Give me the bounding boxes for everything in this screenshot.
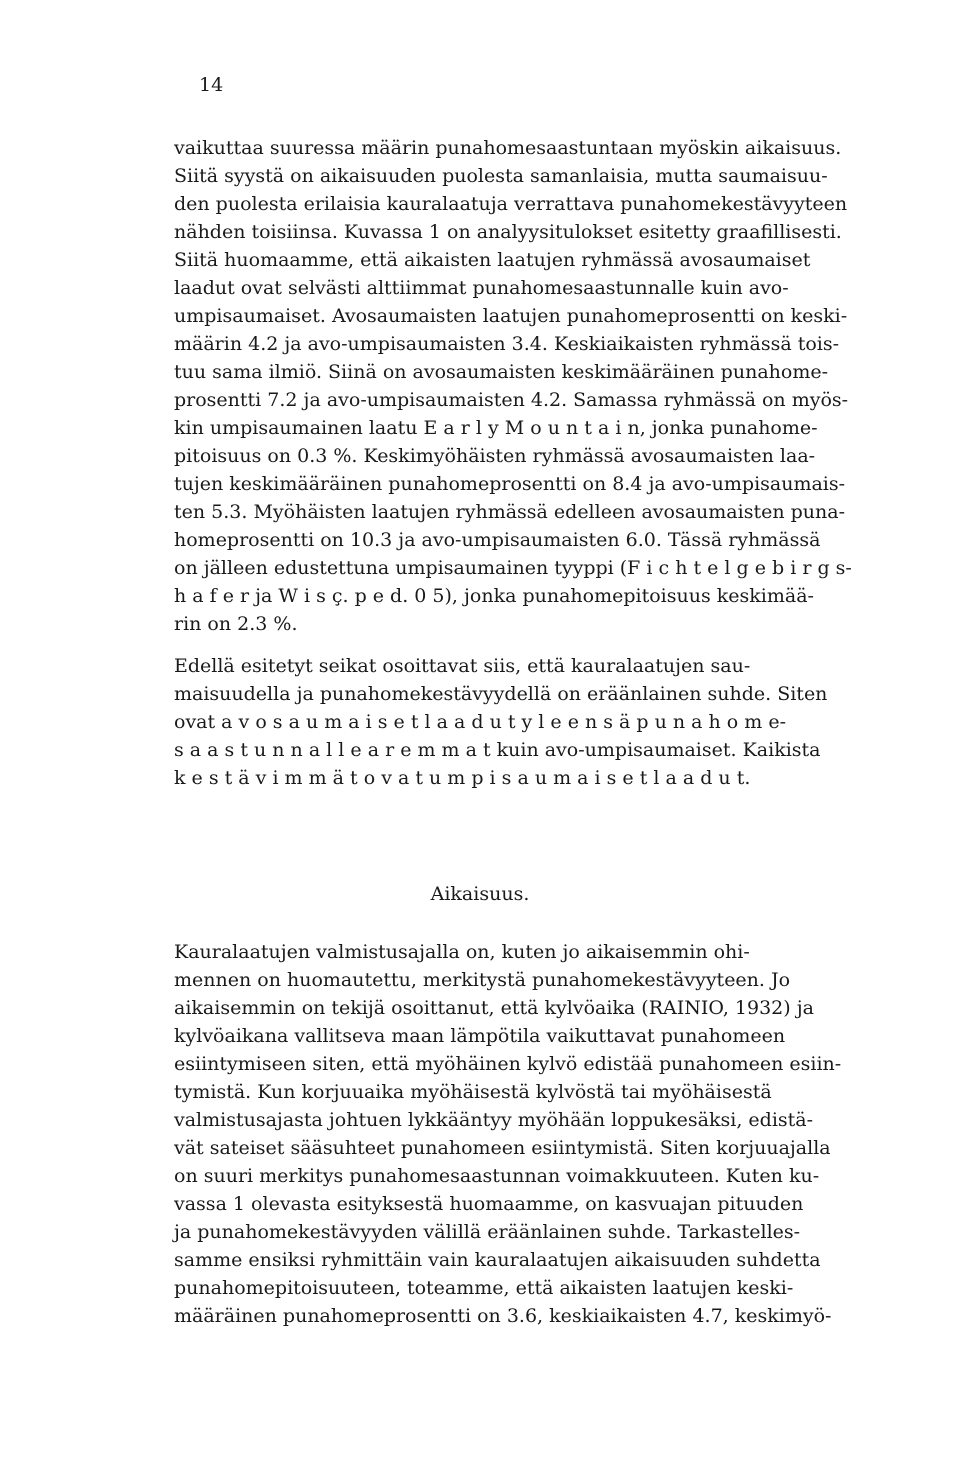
text-line: prosentti 7.2 ja avo-umpisaumaisten 4.2. Samassa ryhmässä on myös- <box>174 389 849 411</box>
text-line: määrin 4.2 ja avo-umpisaumaisten 3.4. Keskiaikaisten ryhmässä tois- <box>174 333 840 355</box>
text-line: punahomepitoisuuteen, toteamme, että aikaisten laatujen keski- <box>174 1277 794 1299</box>
text-line: on suuri merkitys punahomesaastunnan voimakkuuteen. Kuten ku- <box>174 1165 820 1187</box>
section-heading: Aikaisuus. <box>430 883 530 905</box>
text-line: k e s t ä v i m m ä t o v a t u m p i s a u m a i s e t l a a d u t. <box>174 767 751 789</box>
text-line: mennen on huomautettu, merkitystä punahomekestävyyteen. Jo <box>174 969 791 991</box>
text-line: Siitä huomaamme, että aikaisten laatujen ryhmässä avosaumaiset <box>174 249 811 271</box>
text-line: Siitä syystä on aikaisuuden puolesta samanlaisia, mutta saumaisuu- <box>174 165 828 187</box>
text-line: kin umpisaumainen laatu E a r l y M o u n t a i n, jonka punahome- <box>174 417 818 439</box>
text-line: ja punahomekestävyyden välillä eräänlainen suhde. Tarkastelles- <box>174 1221 801 1243</box>
text-line: kylvöaikana vallitseva maan lämpötila vaikuttavat punahomeen <box>174 1025 786 1047</box>
text-line: tymistä. Kun korjuuaika myöhäisestä kylvöstä tai myöhäisestä <box>174 1081 772 1103</box>
text-line: vät sateiset sääsuhteet punahomeen esiintymistä. Siten korjuuajalla <box>174 1137 831 1159</box>
page-number: 14 <box>199 74 224 96</box>
text-line: Edellä esitetyt seikat osoittavat siis, että kauralaatujen sau- <box>174 655 751 677</box>
text-line: nähden toisiinsa. Kuvassa 1 on analyysitulokset esitetty graafillisesti. <box>174 221 842 243</box>
text-line: h a f e r ja W i s ç. p e d. 0 5), jonka punahomepitoisuus keskimää- <box>174 585 814 607</box>
text-line: vaikuttaa suuressa määrin punahomesaastuntaan myöskin aikaisuus. <box>174 137 842 159</box>
text-line: pitoisuus on 0.3 %. Keskimyöhäisten ryhmässä avosaumaisten laa- <box>174 445 816 467</box>
text-line: tujen keskimääräinen punahomeprosentti on 8.4 ja avo-umpisaumais- <box>174 473 846 495</box>
text-line: s a a s t u n n a l l e a r e m m a t kuin avo-umpisaumaiset. Kaikista <box>174 739 821 761</box>
text-line: aikaisemmin on tekijä osoittanut, että kylvöaika (RAINIO, 1932) ja <box>174 997 814 1019</box>
text-line: Kauralaatujen valmistusajalla on, kuten jo aikaisemmin ohi- <box>174 941 750 963</box>
text-line: ovat a v o s a u m a i s e t l a a d u t y l e e n s ä p u n a h o m e- <box>174 711 787 733</box>
text-line: laadut ovat selvästi alttiimmat punahomesaastunnalle kuin avo- <box>174 277 789 299</box>
text-line: määräinen punahomeprosentti on 3.6, keskiaikaisten 4.7, keskimyö- <box>174 1305 832 1327</box>
text-line: homeprosentti on 10.3 ja avo-umpisaumaisten 6.0. Tässä ryhmässä <box>174 529 821 551</box>
text-line: den puolesta erilaisia kauralaatuja verrattava punahomekestävyyteen <box>174 193 848 215</box>
text-line: tuu sama ilmiö. Siinä on avosaumaisten keskimääräinen punahome- <box>174 361 829 383</box>
text-line: vassa 1 olevasta esityksestä huomaamme, on kasvuajan pituuden <box>174 1193 804 1215</box>
text-line: umpisaumaiset. Avosaumaisten laatujen punahomeprosentti on keski- <box>174 305 848 327</box>
text-line: on jälleen edustettuna umpisaumainen tyyppi (F i c h t e l g e b i r g s- <box>174 557 852 579</box>
text-line: valmistusajasta johtuen lykkääntyy myöhään loppukesäksi, edistä- <box>174 1109 814 1131</box>
text-line: maisuudella ja punahomekestävyydellä on eräänlainen suhde. Siten <box>174 683 828 705</box>
text-line: ten 5.3. Myöhäisten laatujen ryhmässä edelleen avosaumaisten puna- <box>174 501 846 523</box>
text-line: rin on 2.3 %. <box>174 613 298 635</box>
text-line: esiintymiseen siten, että myöhäinen kylvö edistää punahomeen esiin- <box>174 1053 842 1075</box>
text-line: samme ensiksi ryhmittäin vain kauralaatujen aikaisuuden suhdetta <box>174 1249 821 1271</box>
